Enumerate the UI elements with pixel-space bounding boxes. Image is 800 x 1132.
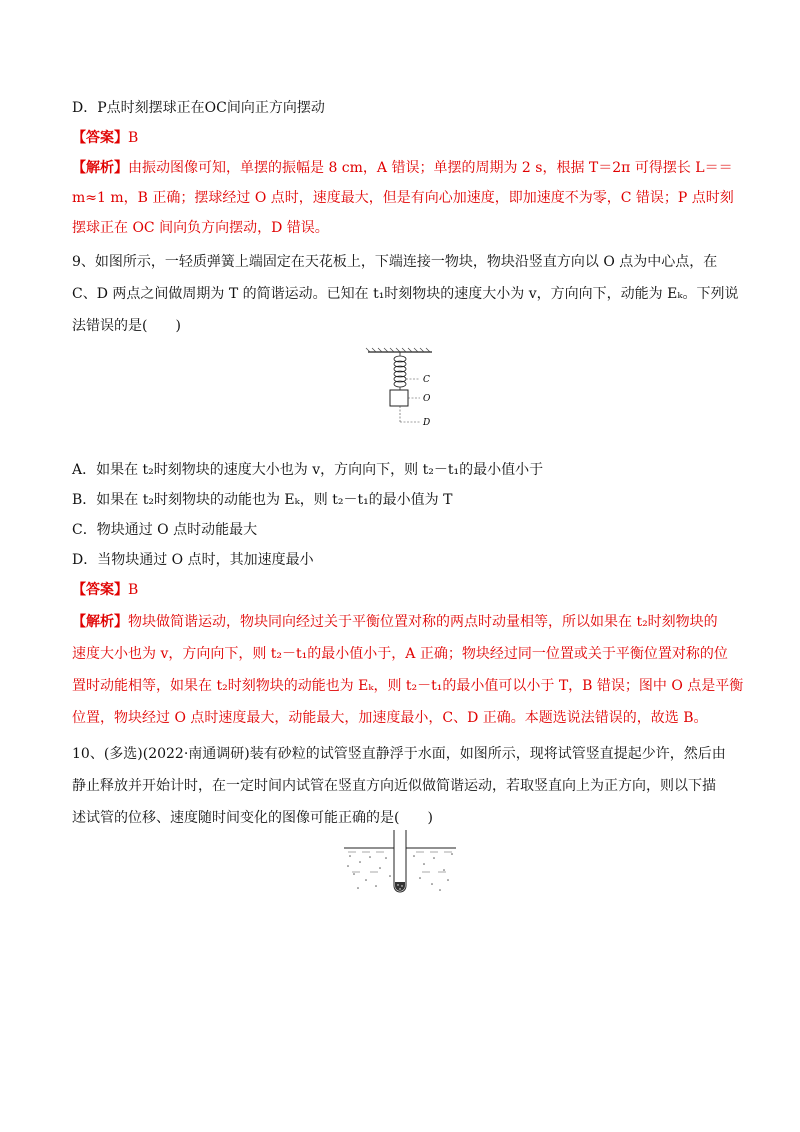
analysis-tag: 【解析】 — [72, 614, 128, 630]
label-c: C — [423, 375, 430, 385]
question-9-line3: 法错误的是( ) — [72, 318, 181, 334]
analysis-q8-line1 — [72, 158, 733, 178]
analysis-q9-line2: 速度大小也为 v，方向向下，则 t₂－t₁的最小值小于，A 正确；物块经过同一位置或关于平衡位置对称的位 — [72, 646, 728, 662]
option-a-q9: A．如果在 t₂时刻物块的速度大小也为 v，方向向下，则 t₂－t₁的最小值小于 — [72, 462, 544, 478]
analysis-text: 物块做简谐运动，物块同向经过关于平衡位置对称的两点时动量相等，所以如果在 t₂时刻物块的 — [128, 614, 718, 630]
question-10-line2: 静止释放并开始计时，在一定时间内试管在竖直方向近似做简谐运动，若取竖直向上为正方向，则以下描 — [72, 778, 716, 794]
test-tube-figure — [340, 828, 460, 898]
spring-block-figure — [360, 346, 440, 432]
option-c-q9: C．物块通过 O 点时动能最大 — [72, 522, 258, 538]
analysis-q9-line1 — [72, 612, 718, 632]
analysis-q9-line4: 位置，物块经过 O 点时速度最大，动能最大，加速度最小，C、D 正确。本题选说法错误的，故选 B。 — [72, 710, 708, 726]
answer-q8 — [72, 128, 138, 148]
question-10-line1: 10、(多选)(2022·南通调研)装有砂粒的试管竖直静浮于水面，如图所示，现将试管竖直提起少许，然后由 — [72, 746, 726, 762]
label-d: D — [423, 418, 431, 428]
analysis-q9-line3: 置时动能相等，如果在 t₂时刻物块的动能也为 Eₖ，则 t₂－t₁的最小值可以小于 T，B 错误；图中 O 点是平衡 — [72, 678, 744, 694]
answer-tag: 【答案】 — [72, 130, 128, 146]
option-d-q9: D．当物块通过 O 点时，其加速度最小 — [72, 552, 314, 568]
answer-q9 — [72, 580, 138, 600]
analysis-q8-line2: m≈1 m，B 正确；摆球经过 O 点时，速度最大，但是有向心加速度，即加速度不为零，C 错误；P 点时刻 — [72, 190, 734, 206]
answer-value: B — [128, 130, 139, 146]
answer-tag: 【答案】 — [72, 582, 128, 598]
question-9-line2: C、D 两点之间做周期为 T 的简谐运动。已知在 t₁时刻物块的速度大小为 v，方向向下，动能为 Eₖ。下列说 — [72, 286, 739, 302]
question-9-line1: 9、如图所示，一轻质弹簧上端固定在天花板上，下端连接一物块，物块沿竖直方向以 O 点为中心点，在 — [72, 254, 718, 270]
analysis-text: 由振动图像可知，单摆的振幅是 8 cm，A 错误；单摆的周期为 2 s，根据 T＝2π 可得摆长 L＝＝ — [128, 160, 733, 176]
question-10-line3: 述试管的位移、速度随时间变化的图像可能正确的是( ) — [72, 810, 433, 826]
label-o: O — [423, 394, 431, 404]
answer-value: B — [128, 582, 139, 598]
option-b-q9: B．如果在 t₂时刻物块的动能也为 Eₖ，则 t₂－t₁的最小值为 T — [72, 492, 453, 508]
option-d-q8: D．P点时刻摆球正在OC间向正方向摆动 — [72, 100, 325, 116]
analysis-tag: 【解析】 — [72, 160, 128, 176]
analysis-q8-line3: 摆球正在 OC 间向负方向摆动，D 错误。 — [72, 220, 329, 236]
